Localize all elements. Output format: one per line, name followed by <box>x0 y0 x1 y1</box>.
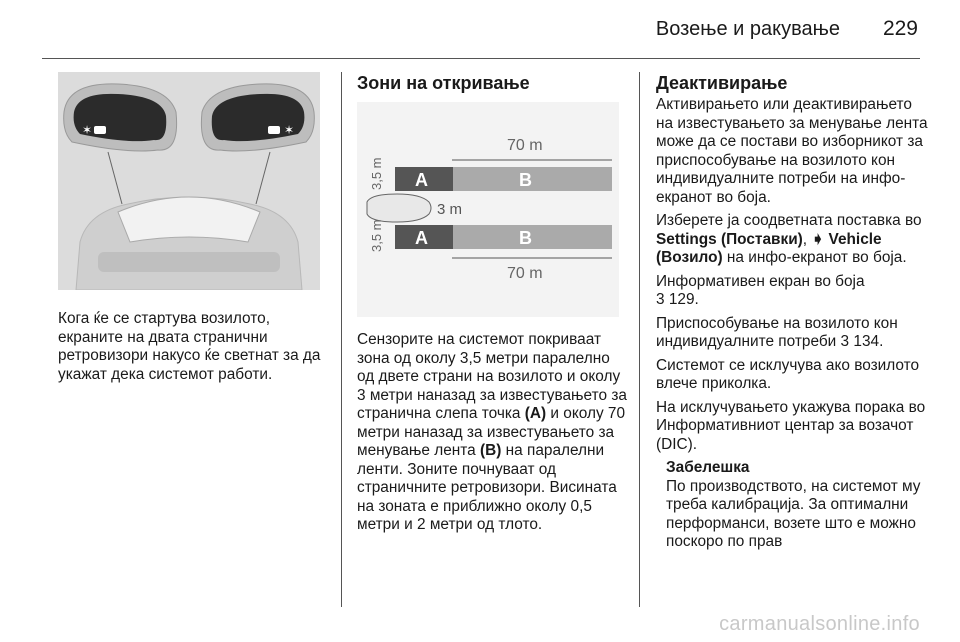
column-1 <box>58 72 328 389</box>
distance-top-label: 70 m <box>507 137 543 154</box>
zone-a-label: A <box>415 228 428 248</box>
warning-icon: ✶ <box>82 123 93 137</box>
dic-paragraph: На исклучувањето укажува порака во Информативниот центар за возачот (DIC). <box>656 398 926 453</box>
note-box <box>656 459 928 552</box>
car-top-view <box>367 194 431 222</box>
width-top-label: 3,5 m <box>369 157 384 190</box>
intro-paragraph: Кога ќе се стартува возилото, екраните на двата странични ретровизори накусо ќе светнат за да укажат дека системот работи. <box>58 310 321 383</box>
deactivation-paragraph: Активирањето или деактивирањето на известувањето за менување лента може да се постави во изборникот за приспособување на возилото кон индивидуалните потреби на инфо-екранот во боја. <box>656 96 928 206</box>
page-ref-icon: 3 <box>840 333 850 350</box>
note-title: Забелешка <box>666 459 750 476</box>
chapter-title: Возење и ракување <box>655 18 840 40</box>
page-ref-icon: 3 <box>656 291 665 308</box>
header-rule <box>42 58 920 59</box>
note-text: По производството, на системот му треба калибрација. За оптимални перформанси, возете што е можно поскоро по прав <box>666 477 921 550</box>
watermark: carmanualsonline.info <box>719 613 920 635</box>
car-icon <box>268 126 280 134</box>
distance-bottom-label: 70 m <box>507 265 543 282</box>
gap-label: 3 m <box>437 201 463 218</box>
column-2 <box>357 72 627 540</box>
car-icon <box>94 126 106 134</box>
column-3 <box>656 72 928 557</box>
column-divider <box>639 72 640 607</box>
reference-paragraph: Информативен екран во боја 3 129. <box>656 272 865 308</box>
detection-zones-diagram <box>357 102 619 317</box>
zone-b-top <box>453 167 612 191</box>
zone-b-label: B <box>519 228 532 248</box>
zone-b-label: B <box>519 170 532 190</box>
section-heading: Зони на откривање <box>357 73 530 93</box>
zones-paragraph: Сензорите на системот покриваат зона од околу 3,5 метри паралелно од двете страни на возилото и околу 3 метри наназад за известувањето за странична слепа точка (A) и околу 70 метри наназад за известувањето за менување лента (B) на паралелни ленти. Зоните почнуваат од страничните ретровизори. Висината на зоната е приближно околу 0,5 метри и 2 метри од тлото. <box>357 331 627 533</box>
trailer-paragraph: Системот се исклучува ако возилото влече приколка. <box>656 356 920 392</box>
mirror-car-image <box>58 72 320 290</box>
column-divider <box>341 72 342 607</box>
zone-a-label: A <box>415 170 428 190</box>
section-heading: Деактивирање <box>656 73 788 93</box>
reference-paragraph: Приспособување на возилото кон индивидуалните потреби 3 134. <box>656 314 898 350</box>
settings-paragraph: Изберете ја соодветната поставка во Settings (Поставки), ➧ Vehicle (Возило) на инфо-екранот во боја. <box>656 212 922 266</box>
page-header <box>0 0 960 62</box>
zones-diagram <box>357 102 619 317</box>
mirror-illustration <box>58 72 320 290</box>
width-bottom-label: 3,5 m <box>369 219 384 252</box>
warning-icon: ✶ <box>284 123 295 137</box>
arrow-icon: ➧ <box>811 230 825 248</box>
page-number: 229 <box>882 17 918 40</box>
zone-b-bottom <box>453 225 612 249</box>
